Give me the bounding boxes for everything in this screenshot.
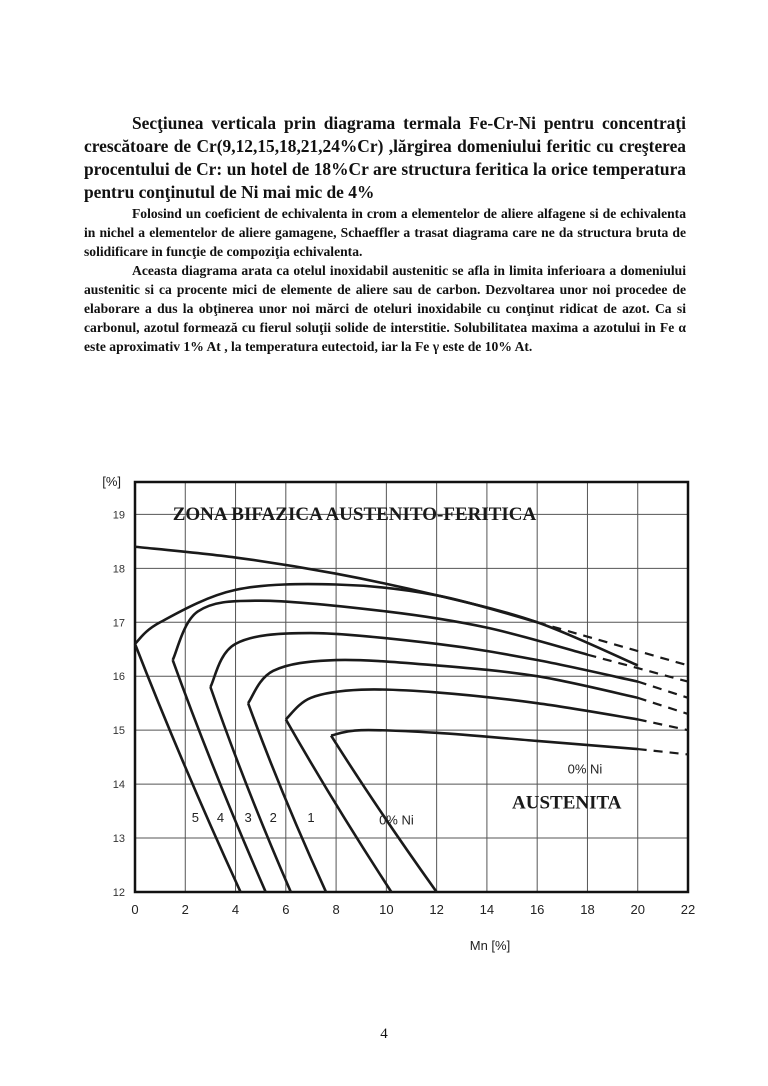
x-tick-label: 16 — [529, 902, 545, 917]
x-tick-label: 0 — [131, 902, 139, 917]
y-tick-label: 19 — [112, 509, 125, 522]
x-tick-label: 14 — [479, 902, 495, 917]
x-tick-label: 10 — [379, 902, 394, 917]
y-tick-label: 14 — [112, 779, 125, 792]
series-line-2 — [248, 660, 638, 703]
series-line-4 — [173, 601, 588, 660]
paragraph-1: Folosind un coeficient de echivalenta in crom a elementelor de aliere alfagene si de echivalenta in nichel a elementelor de aliere gamagene, Schaeffler a trasat diagrama care ne da structura bruta de solidificare in funcţie de compoziţia echivalenta. — [84, 206, 686, 259]
y-tick-label: 16 — [112, 671, 125, 684]
x-tick-label: 6 — [282, 902, 290, 917]
region-label-biphasic: ZONA BIFAZICA AUSTENITO-FERITICA — [172, 503, 537, 525]
x-tick-label: 2 — [181, 902, 189, 917]
phase-diagram-figure — [90, 470, 710, 960]
series-line-0Ni — [331, 730, 638, 749]
series-branch — [135, 644, 241, 892]
document-body — [84, 112, 686, 356]
y-tick-label: 15 — [112, 725, 125, 738]
curve-label: 0% Ni — [379, 812, 414, 828]
series-line-1 — [286, 689, 638, 719]
y-tick-label: 12 — [112, 887, 125, 899]
curve-label: 2 — [269, 809, 277, 825]
series-branch — [248, 703, 326, 892]
curve-label: 3 — [244, 809, 252, 825]
x-axis-label: Mn [%] — [469, 938, 511, 953]
series-line-3 — [210, 633, 637, 687]
x-tick-label: 8 — [332, 902, 340, 917]
x-tick-label: 4 — [231, 902, 240, 917]
x-tick-label: 12 — [429, 902, 444, 917]
curve-label: 0% Ni — [567, 761, 603, 777]
series-dashed-2 — [638, 698, 688, 714]
y-tick-label: 13 — [112, 833, 125, 846]
y-axis-unit: [%] — [102, 474, 121, 489]
x-tick-label: 18 — [580, 902, 595, 917]
curve-label: 1 — [307, 809, 315, 825]
x-tick-label: 20 — [630, 902, 645, 917]
x-tick-label: 22 — [680, 902, 696, 917]
page-number: 4 — [380, 1026, 388, 1042]
series-dashed-0Ni — [638, 749, 688, 754]
region-label-austenite: AUSTENITA — [512, 792, 622, 814]
phase-diagram-chart — [90, 470, 710, 960]
series-dashed-1 — [638, 719, 688, 730]
series-dashed-3 — [638, 682, 688, 698]
document-title: Secţiunea verticala prin diagrama termala Fe-Cr-Ni pentru concentraţi crescătoare de Cr(9,12,15,18,21,24%Cr) ,lărgirea domeniului feritic cu creşterea procentului de Cr: un hotel de 18%Cr are structura feritica la orice temperatura pentru conţinutul de Ni mai mic de 4% — [84, 113, 686, 202]
series-dashed-5 — [537, 622, 688, 665]
curve-label: 4 — [216, 809, 225, 825]
y-tick-label: 17 — [112, 617, 125, 630]
curve-label: 5 — [191, 809, 199, 825]
y-tick-label: 18 — [112, 563, 125, 576]
paragraph-2: Aceasta diagrama arata ca otelul inoxidabil austenitic se afla in limita inferioara a domeniului austenitic si ca procente mici de elemente de aliere sau de carbon. Dezvoltarea unor noi procedee de elaborare a dus la obţinerea unor noi mărci de oteluri inoxidabile cu conţinut ridicat de azot. Ca si carbonul, azotul formează cu fierul soluţii solide de interstitie. Solubilitatea maxima a azotului in Fe α este aproximativ 1% At , la temperatura eutectoid, iar la Fe γ este de 10% At. — [84, 263, 686, 354]
plot-frame — [135, 482, 688, 892]
